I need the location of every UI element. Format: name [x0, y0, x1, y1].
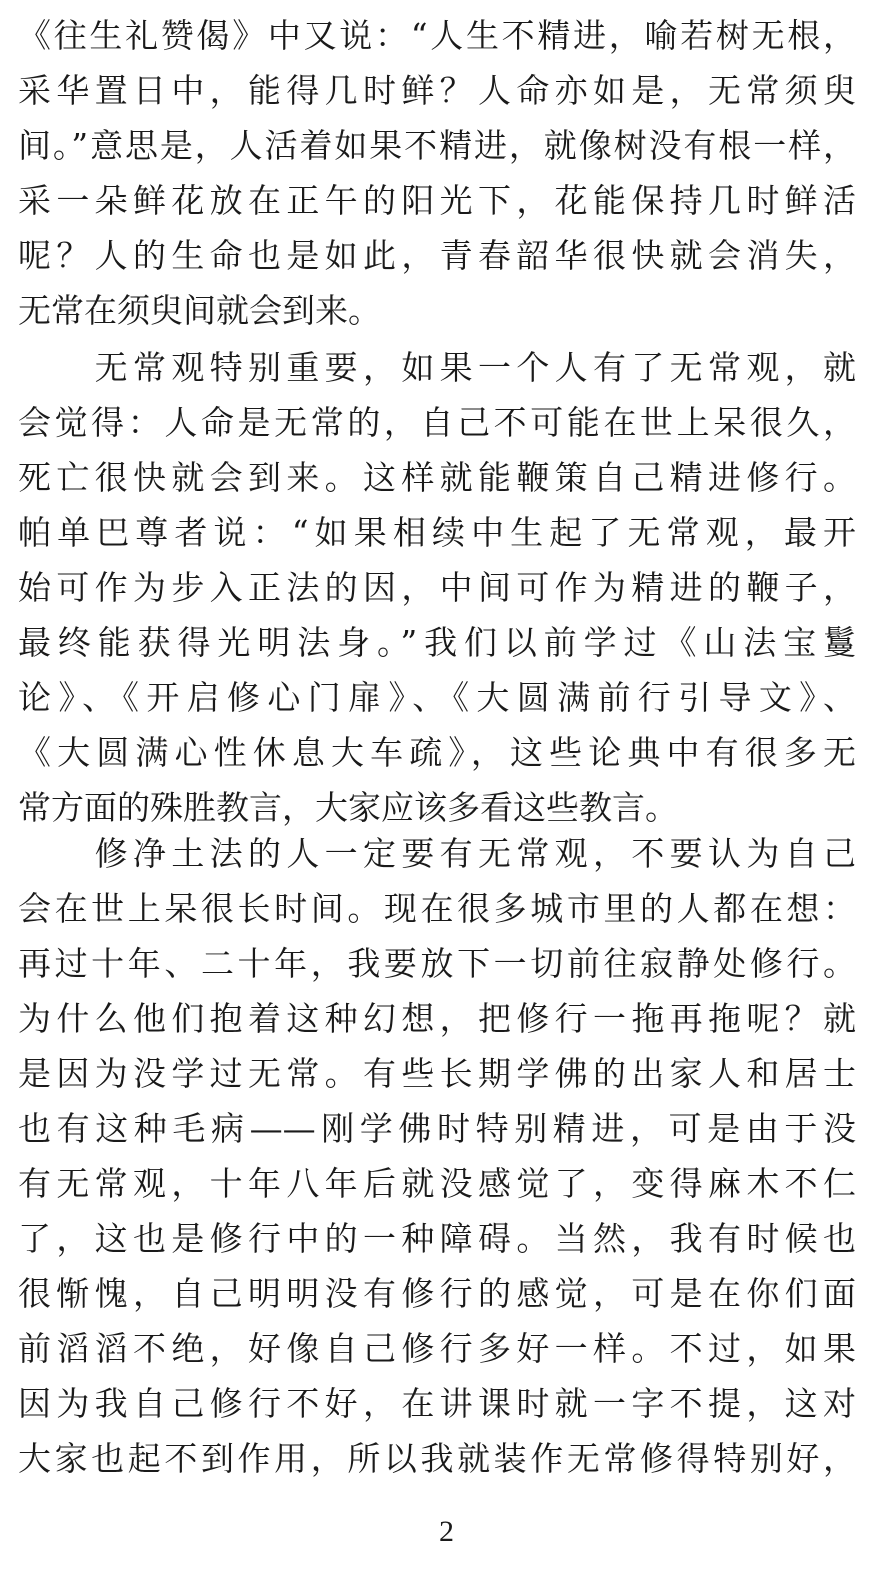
text-line: 会在世上呆很长时间。现在很多城市里的人都在想： [18, 889, 856, 928]
text-line: 论》、《开启修心门扉》、《大圆满前行引导文》、 [18, 678, 856, 717]
text-line: 再过十年、二十年，我要放下一切前往寂静处修行。 [18, 944, 856, 983]
text-line: 也有这种毛病——刚学佛时特别精进，可是由于没 [18, 1109, 856, 1148]
paragraph-2 [18, 340, 856, 835]
text-line: 最终能获得光明法身。”我们以前学过《山法宝鬘 [18, 623, 856, 662]
text-line: 间。”意思是，人活着如果不精进，就像树没有根一样， [18, 126, 856, 165]
text-line: 修净土法的人一定要有无常观，不要认为自己 [18, 834, 856, 873]
text-line: 会觉得：人命是无常的，自己不可能在世上呆很久， [18, 403, 856, 442]
text-line: 了，这也是修行中的一种障碍。当然，我有时候也 [18, 1219, 856, 1258]
text-line: 前滔滔不绝，好像自己修行多好一样。不过，如果 [18, 1329, 856, 1368]
paragraph-1 [18, 8, 856, 338]
text-line: 《大圆满心性休息大车疏》，这些论典中有很多无 [18, 733, 856, 772]
text-line: 《往生礼赞偈》中又说：“人生不精进，喻若树无根， [18, 16, 856, 55]
text-line: 采华置日中，能得几时鲜？人命亦如是，无常须臾 [18, 71, 856, 110]
text-line: 无常在须臾间就会到来。 [18, 291, 381, 330]
text-line: 很惭愧，自己明明没有修行的感觉，可是在你们面 [18, 1274, 856, 1313]
text-line: 死亡很快就会到来。这样就能鞭策自己精进修行。 [18, 458, 856, 497]
text-line: 是因为没学过无常。有些长期学佛的出家人和居士 [18, 1054, 856, 1093]
text-line: 采一朵鲜花放在正午的阳光下，花能保持几时鲜活 [18, 181, 856, 220]
paragraph-3 [18, 826, 856, 1486]
text-line: 无常观特别重要，如果一个人有了无常观，就 [18, 348, 856, 387]
text-line: 大家也起不到作用，所以我就装作无常修得特别好， [18, 1439, 856, 1478]
page-number: 2 [439, 1515, 454, 1548]
text-line: 因为我自己修行不好，在讲课时就一字不提，这对 [18, 1384, 856, 1423]
text-line: 有无常观，十年八年后就没感觉了，变得麻木不仁 [18, 1164, 856, 1203]
text-line: 常方面的殊胜教言，大家应该多看这些教言。 [18, 788, 678, 827]
text-line: 呢？人的生命也是如此，青春韶华很快就会消失， [18, 236, 856, 275]
text-line: 始可作为步入正法的因，中间可作为精进的鞭子， [18, 568, 856, 607]
text-line: 帕单巴尊者说：“如果相续中生起了无常观，最开 [18, 513, 856, 552]
text-line: 为什么他们抱着这种幻想，把修行一拖再拖呢？就 [18, 999, 856, 1038]
